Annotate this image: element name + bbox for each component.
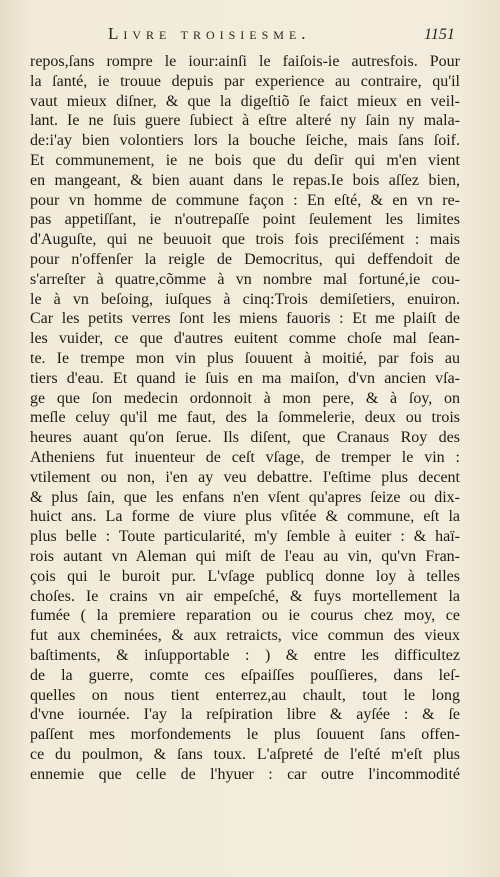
text-line: ennemie que celle de l'hyuer : car outre l'incommodité [30,765,460,783]
text-line: en mangeant, & bien auant dans le repas.Ie bois aſſez bien, [30,171,460,189]
text-line: çois qui le buroit pur. L'vſage publicq donne loy à telles [30,567,460,585]
text-line: Car les petits verres ſont les miens fauoris : Et me plaiſt de [30,310,460,328]
text-line: de la guerre, comte ces eſpaiſſes pouſſieres, dans leſ- [30,666,460,684]
text-line: pour n'offenſer la reigle de Democritus, qui deffendoit de [30,250,460,268]
text-line: rois autant vn Aleman qui miſt de l'eau au vin, qu'vn Fran- [30,547,460,565]
text-line: baſtiments, & inſupportable : ) & entre les difficultez [30,646,460,664]
text-line: fut aux cheminées, & aux retraicts, vice commun des vieux [30,627,460,645]
text-line: paſſent mes morfondements le plus ſouuent ſans offen- [30,726,460,744]
text-line: heures auant qu'on ſerue. Ils diſent, que Cranaus Roy des [30,429,460,447]
text-line: lant. Ie ne ſuis guere ſubiect à eſtre alteré ny ſain ny mala- [30,112,460,130]
page-number: 1151 [424,26,455,43]
text-line: quelles on nous tient enterrez,au chault, tout le long [30,686,460,704]
running-head: Livre troisiesme. [108,24,311,43]
text-line: vaut mieux diſner, & que la digeſtiõ ſe faict mieux en veil- [30,92,460,110]
text-line: d'vne iournée. I'ay la reſpiration libre & ayſée : & ſe [30,706,460,724]
text-line: repos,ſans rompre le iour:ainſi le faiſois-ie autresfois. Pour [30,53,460,70]
text-line: vtilement ou non, i'en ay veu debattre. I'eſtime plus decent [30,468,460,486]
text-line: Et communement, ie ne bois que du deſir qui m'en vient [30,151,460,169]
text-line: s'arreſter à quatre,cõmme à vn nombre mal fortuné,ie cou- [30,270,460,288]
text-line: pas appetiſſant, ie n'outrepaſſe point ſeulement les limites [30,211,460,229]
text-line: choſes. Ie crains vn air empeſché, & fuys mortellement la [30,587,460,605]
text-line: pour vn homme de commune façon : En eſté, & en vn re- [30,191,460,209]
text-line: meſle celuy qu'il me faut, des la ſommelerie, deux ou trois [30,409,460,427]
body-text [30,52,460,784]
page-header [0,24,500,46]
text-line: & plus ſain, que les enfans n'en vſent qu'apres ſeize ou dix- [30,488,460,506]
text-line: huict ans. La forme de viure plus vſitée & commune, eſt la [30,508,460,526]
text-line: fumée ( la premiere reparation ou ie courus chez moy, ce [30,607,460,625]
text-line: tiers d'eau. Et quand ie ſuis en ma maiſon, d'vn ancien vſa- [30,369,460,387]
text-line: le à vn beſoing, iuſques à cinq:Trois demiſetiers, enuiron. [30,290,460,308]
text-line: d'Auguſte, qui ne beuuoit que trois fois preciſément : mais [30,231,460,249]
text-line: te. Ie trempe mon vin plus ſouuent à moitié, par fois au [30,349,460,367]
text-line: de:i'ay bien volontiers lors la bouche ſeiche, mais ſans ſoif. [30,132,460,150]
text-line: Atheniens fut inuenteur de ceſt vſage, de tremper le vin : [30,448,460,466]
text-line: les vuider, ce que d'autres euitent comme choſe mal ſean- [30,330,460,348]
text-line: plus belle : Toute particularité, m'y ſemble à euiter : & haï- [30,528,460,546]
text-line: la ſanté, ie trouue depuis par experience au contraire, qu'il [30,72,460,90]
text-line: ce du poulmon, & ſans toux. L'aſpreté de l'eſté m'eſt plus [30,745,460,763]
text-line: ge que ſon medecin ordonnoit à mon pere, & à ſoy, on [30,389,460,407]
